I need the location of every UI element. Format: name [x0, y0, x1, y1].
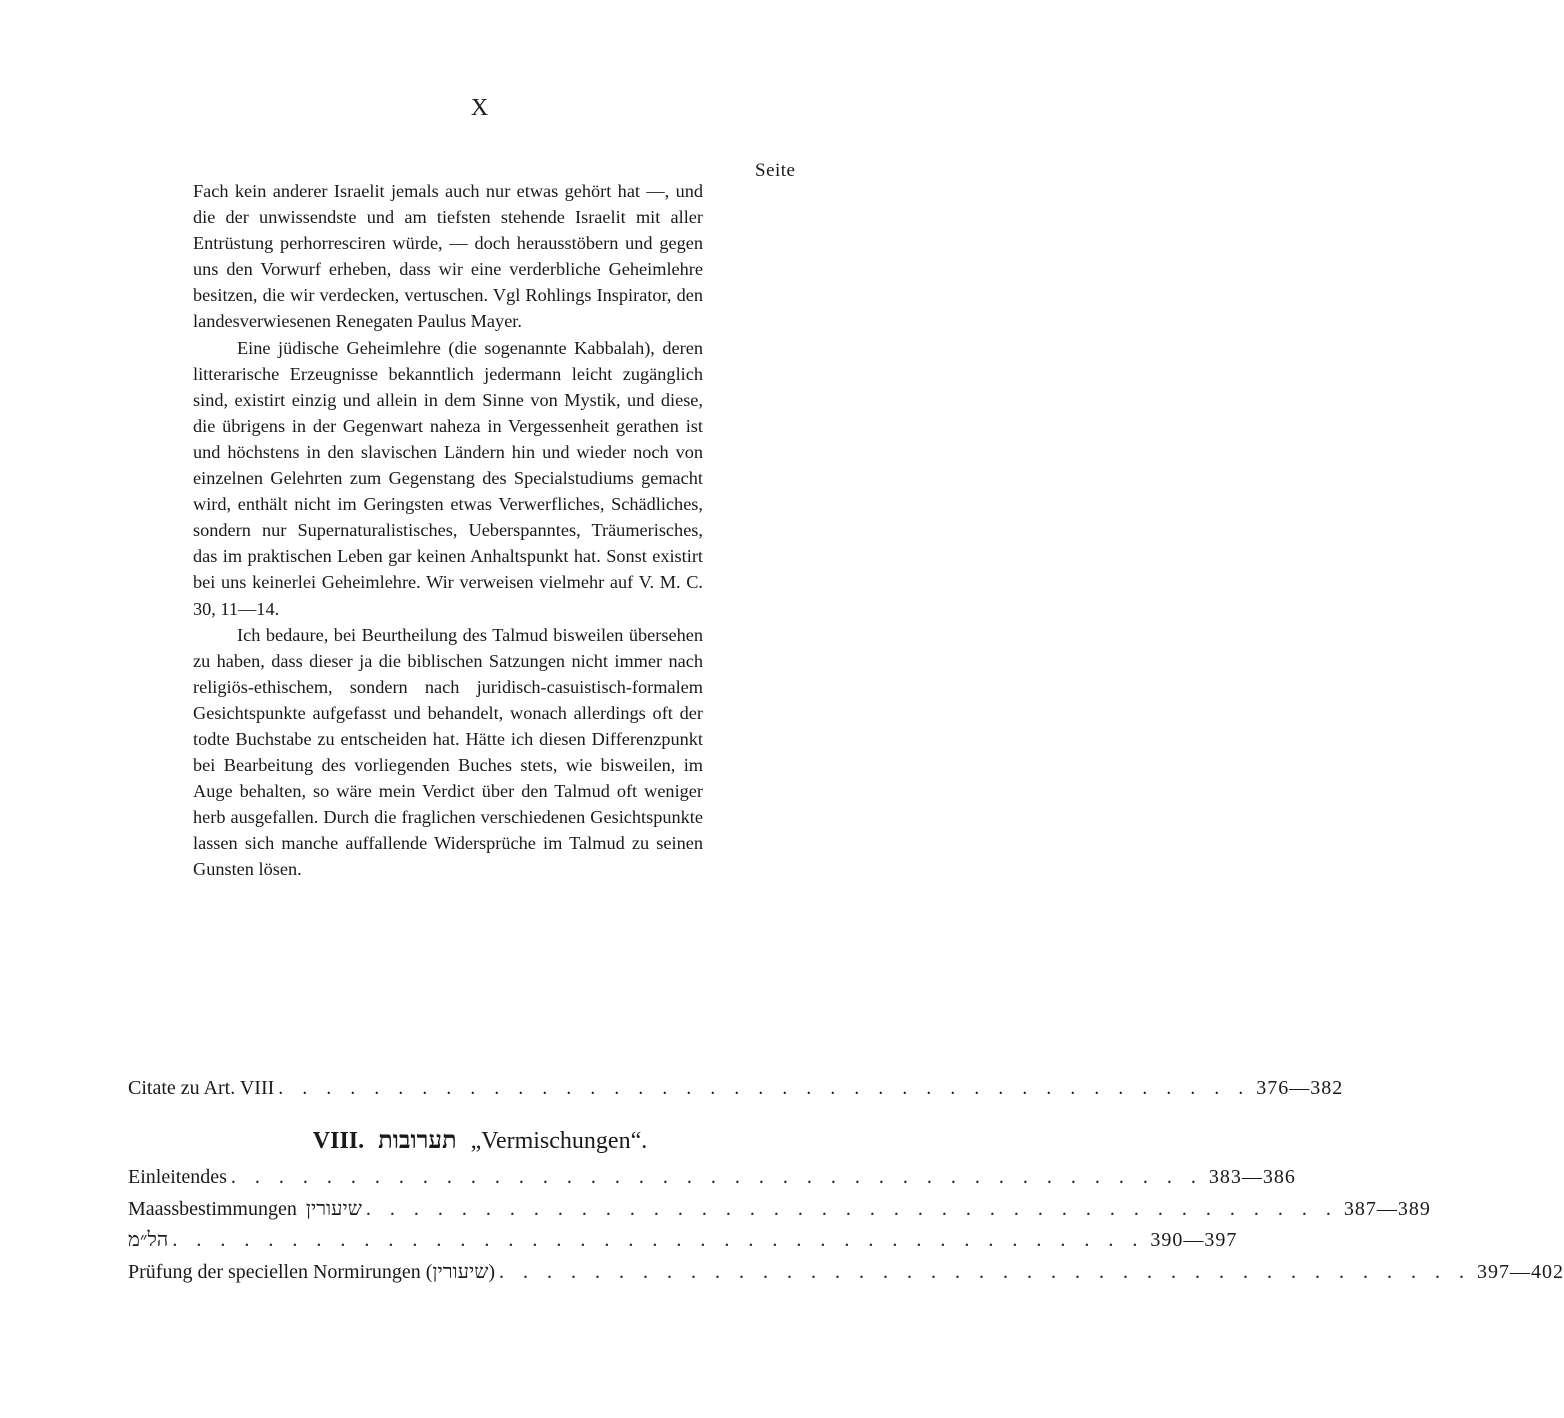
body-text	[193, 178, 703, 883]
paragraph-1: Fach kein anderer Israelit jemals auch nur etwas gehört hat —, und die der unwissendste und am tiefsten stehende Israelit mit aller Entrüstung perhorresciren würde, — doch herausstöbern und gegen uns den Vorwurf erheben, dass wir eine verderbliche Geheimlehre besitzen, die wir verdecken, vertuschen. Vgl Rohlings Inspirator, den landesverwiesenen Renegaten Paulus Mayer.	[193, 181, 703, 332]
toc-entry-citate	[128, 1077, 1344, 1100]
toc-leader-dots: . . . . . . . . . . . . . . . . . . . . . . . . . . . . . . . . . . . . . . . . .	[499, 1261, 1472, 1283]
toc-entry-pages: 387—389	[1343, 1198, 1431, 1220]
toc-leader-dots: . . . . . . . . . . . . . . . . . . . . . . . . . . . . . . . . . . . . . . . . .	[365, 1198, 1338, 1220]
toc-entry-einleitendes	[128, 1166, 1296, 1189]
seite-column-label: Seite	[755, 160, 796, 181]
section-number: VIII.	[312, 1128, 365, 1154]
toc-entry-label: הל״מ	[128, 1229, 169, 1251]
section-title: „Vermischungen“.	[470, 1128, 648, 1154]
toc-entry-label	[128, 1198, 362, 1221]
section-hebrew-title: תערובות	[378, 1128, 457, 1154]
toc-leader-dots: . . . . . . . . . . . . . . . . . . . . . . . . . . . . . . . . . . . . . . . . .	[172, 1229, 1145, 1251]
paragraph-2: Eine jüdische Geheimlehre (die sogenannte Kabbalah), deren litterarische Erzeugnisse bekanntlich jedermann leicht zugänglich sind, existirt einzig und allein in dem Sinne von Mystik, und diese, die übrigens in der Gegenwart naheza in Vergessenheit gerathen ist und höchstens in den slavischen Ländern hin und wieder noch von einzelnen Gelehrten zum Gegenstang des Specialstudiums gemacht wird, enthält nicht im Geringsten etwas Verwerfliches, Schädliches, sondern nur Supernaturalistisches, Ueberspanntes, Träumerisches, das im praktischen Leben gar keinen Anhaltspunkt hat. Sonst existirt bei uns keinerlei Geheimlehre. Wir verweisen vielmehr auf V. M. C. 30, 11—14.	[193, 337, 703, 619]
toc-entry-pruefung	[128, 1261, 1564, 1284]
toc-entry-pages: 383—386	[1208, 1166, 1296, 1188]
paragraph-3: Ich bedaure, bei Beurtheilung des Talmud bisweilen übersehen zu haben, dass dieser ja die biblischen Satzungen nicht immer nach religiös-ethischem, sondern nach juridisch-casuistisch-formalem Gesichtspunkte aufgefasst und behandelt, wonach allerdings oft der todte Buchstabe zu entscheiden hat. Hätte ich diesen Differenzpunkt bei Bearbeitung des vorliegenden Buches stets, wie bisweilen, im Auge behalten, so wäre mein Verdict über den Talmud oft weniger herb ausgefallen. Durch die fraglichen verschiedenen Gesichtspunkte lassen sich manche auffallende Widersprüche im Talmud zu seinen Gunsten lösen.	[193, 624, 703, 880]
toc-entry-label-text: Maassbestimmungen	[128, 1198, 297, 1220]
toc-entry-hebrew: שיעורין	[305, 1198, 362, 1220]
toc-entry-pages: 390—397	[1150, 1229, 1238, 1251]
toc-entry-pages: 376—382	[1256, 1077, 1344, 1099]
toc-entry-halacha	[128, 1229, 1238, 1252]
toc-entry-label: Einleitendes	[128, 1166, 227, 1188]
toc-leader-dots: . . . . . . . . . . . . . . . . . . . . . . . . . . . . . . . . . . . . . . . . .	[230, 1166, 1203, 1188]
toc-entry-pages: 397—402	[1477, 1261, 1564, 1283]
toc-leader-dots: . . . . . . . . . . . . . . . . . . . . . . . . . . . . . . . . . . . . . . . . .	[278, 1077, 1251, 1099]
section-heading	[0, 1128, 960, 1155]
page-number: X	[470, 95, 490, 121]
toc-entry-maassbestimmungen	[128, 1198, 1431, 1221]
toc-entry-label: Citate zu Art. VIII	[128, 1077, 275, 1099]
toc-entry-label: Prüfung der speciellen Normirungen (שיעורין)	[128, 1261, 496, 1283]
